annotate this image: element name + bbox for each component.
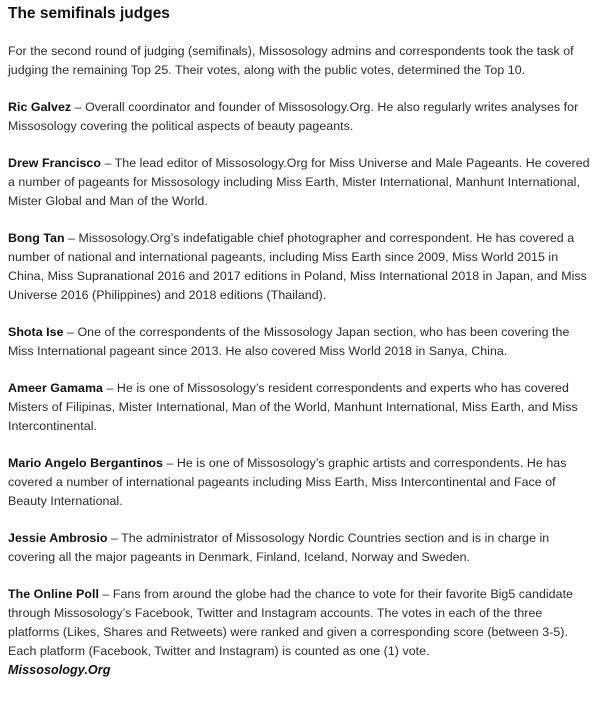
judge-description: – Missosology.Org’s indefatigable chief photographer and correspondent. He has covered a number of national and international pageants, including Miss Earth since 2009, Miss World 2015 in China, Miss Supranational 2016 and 2017 editions in Poland, Miss International 2018 in Japan, and Miss Universe 2016 (Philippines) and 2018 editions (Thailand). xyxy=(8,231,587,302)
judge-description: – He is one of Missosology’s graphic artists and correspondents. He has covered a number of international pageants including Miss Earth, Miss Intercontinental and Face of Beauty International. xyxy=(8,456,567,508)
judge-description: – Overall coordinator and founder of Missosology.Org. He also regularly writes analyses for Missosology covering the political aspects of beauty pageants. xyxy=(8,100,579,133)
judge-name: The Online Poll xyxy=(8,587,99,601)
judge-name: Drew Francisco xyxy=(8,156,101,170)
section-heading: The semifinals judges xyxy=(8,5,170,22)
judge-description: – He is one of Missosology’s resident correspondents and experts who has covered Misters of Filipinas, Mister International, Man of the World, Manhunt International, Miss Earth, and Miss Intercontinental. xyxy=(8,381,578,433)
judge-entry-mario-angelo-bergantinos xyxy=(8,454,592,511)
judge-description: – One of the correspondents of the Missosology Japan section, who has been covering the Miss International pageant since 2013. He also covered Miss World 2018 in Sanya, China. xyxy=(8,325,570,358)
judge-entry-shota-ise xyxy=(8,323,592,361)
judge-entry-ric-galvez xyxy=(8,98,592,136)
judge-name: Jessie Ambrosio xyxy=(8,531,108,545)
judge-name: Bong Tan xyxy=(8,231,65,245)
judge-entry-bong-tan xyxy=(8,229,592,305)
judge-name: Ric Galvez xyxy=(8,100,72,114)
judge-entry-jessie-ambrosio xyxy=(8,529,592,567)
intro-paragraph: For the second round of judging (semifinals), Missosology admins and correspondents took the task of judging the remaining Top 25. Their votes, along with the public votes, determined the Top 10. xyxy=(8,44,574,77)
judge-entry-drew-francisco xyxy=(8,154,592,211)
judge-description: – The administrator of Missosology Nordic Countries section and is in charge in covering all the major pageants in Denmark, Finland, Iceland, Norway and Sweden. xyxy=(8,531,550,564)
judge-entry-ameer-gamama xyxy=(8,379,592,436)
judge-name: Ameer Gamama xyxy=(8,381,103,395)
judge-entry-online-poll xyxy=(8,585,592,680)
judge-name: Shota Ise xyxy=(8,325,64,339)
judge-description: – The lead editor of Missosology.Org for Miss Universe and Male Pageants. He covered a number of pageants for Missosology including Miss Earth, Mister International, Manhunt International, Mister Global and Man of the World. xyxy=(8,156,590,208)
judge-description: – Fans from around the globe had the chance to vote for their favorite Big5 candidate through Missosology’s Facebook, Twitter and Instagram accounts. The votes in each of the three platforms (Likes, Shares and Retweets) were ranked and given a corresponding score (between 3-5). Each platform (Facebook, Twitter and Instagram) is counted as one (1) vote. xyxy=(8,587,573,658)
judge-name: Mario Angelo Bergantinos xyxy=(8,456,163,470)
signature: Missosology.Org xyxy=(8,663,111,677)
